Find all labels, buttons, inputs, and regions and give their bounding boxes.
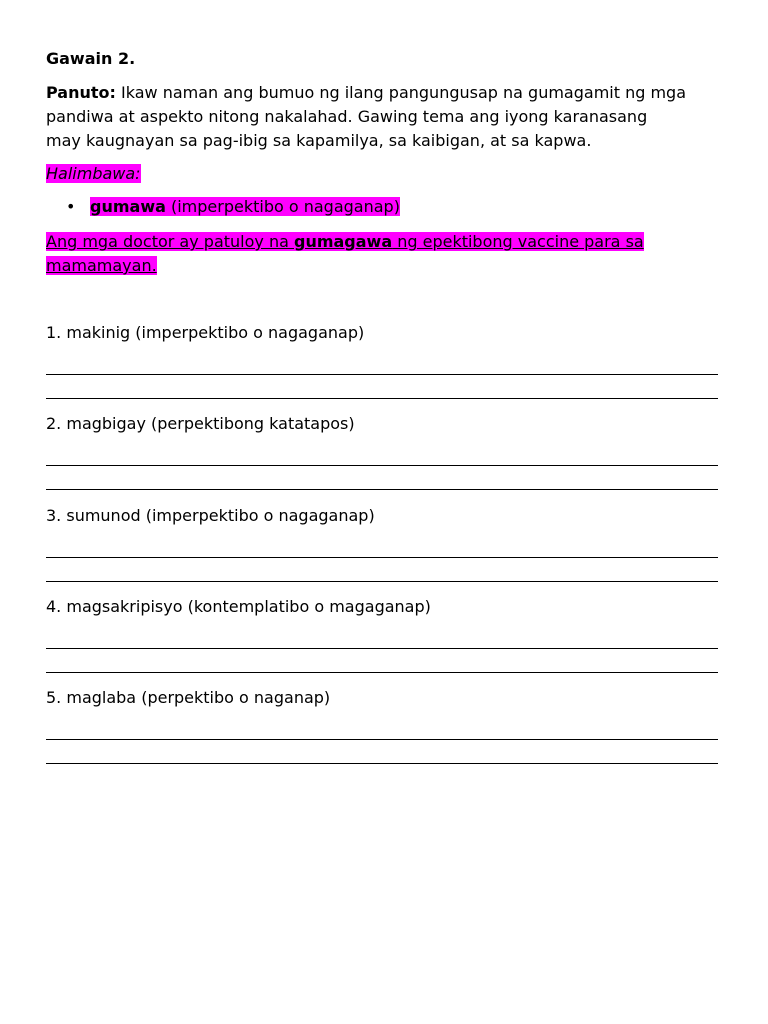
exercise-item-2 bbox=[46, 413, 718, 435]
example-aspect: (imperpektibo o nagaganap) bbox=[165, 197, 400, 216]
exercise-item-5 bbox=[46, 687, 718, 709]
exercise-prompt-2: 2. magbigay (perpektibong katatapos) bbox=[46, 414, 355, 433]
example-sentence-after: ng epektibong vaccine para sa mamamayan. bbox=[46, 232, 644, 275]
answer-line-1a[interactable] bbox=[46, 374, 718, 375]
exercise-prompt-5: 5. maglaba (perpektibo o naganap) bbox=[46, 688, 331, 707]
exercise-item-1 bbox=[46, 322, 718, 344]
answer-line-2a[interactable] bbox=[46, 465, 718, 466]
example-sentence-highlight bbox=[46, 232, 644, 275]
example-verb-highlight bbox=[90, 197, 400, 216]
exercise-prompt-1: 1. makinig (imperpektibo o nagaganap) bbox=[46, 323, 365, 342]
exercise-item-3 bbox=[46, 505, 718, 527]
answer-line-3a[interactable] bbox=[46, 557, 718, 558]
answer-line-5b[interactable] bbox=[46, 763, 718, 764]
answer-line-4a[interactable] bbox=[46, 648, 718, 649]
bullet-icon: • bbox=[66, 197, 76, 216]
answer-line-2b[interactable] bbox=[46, 489, 718, 490]
example-sentence-verb: gumagawa bbox=[293, 232, 393, 251]
example-sentence-before: Ang mga doctor ay patuloy na bbox=[46, 232, 294, 251]
instructions-text: Ikaw naman ang bumuo ng ilang pangungusap na gumagamit ng mga pandiwa at aspekto nitong nakalahad. Gawing tema ang iyong karanasang may kaugnayan sa pag-ibig sa kapamilya, sa kaibigan, at sa kapwa. bbox=[46, 83, 687, 150]
exercise-prompt-3: 3. sumunod (imperpektibo o nagaganap) bbox=[46, 506, 375, 525]
example-verb: gumawa bbox=[90, 197, 166, 216]
answer-line-5a[interactable] bbox=[46, 739, 718, 740]
instructions-label: Panuto: bbox=[46, 83, 116, 102]
answer-line-1b[interactable] bbox=[46, 398, 718, 399]
instructions-paragraph bbox=[46, 81, 686, 153]
exercise-prompt-4: 4. magsakripisyo (kontemplatibo o magaganap) bbox=[46, 597, 431, 616]
answer-line-4b[interactable] bbox=[46, 672, 718, 673]
example-label-text: Halimbawa: bbox=[46, 164, 141, 183]
example-sentence bbox=[46, 230, 646, 278]
example-bullet-item bbox=[66, 196, 400, 218]
exercise-item-4 bbox=[46, 596, 718, 618]
example-label bbox=[46, 163, 141, 185]
activity-title: Gawain 2. bbox=[46, 49, 136, 68]
answer-line-3b[interactable] bbox=[46, 581, 718, 582]
